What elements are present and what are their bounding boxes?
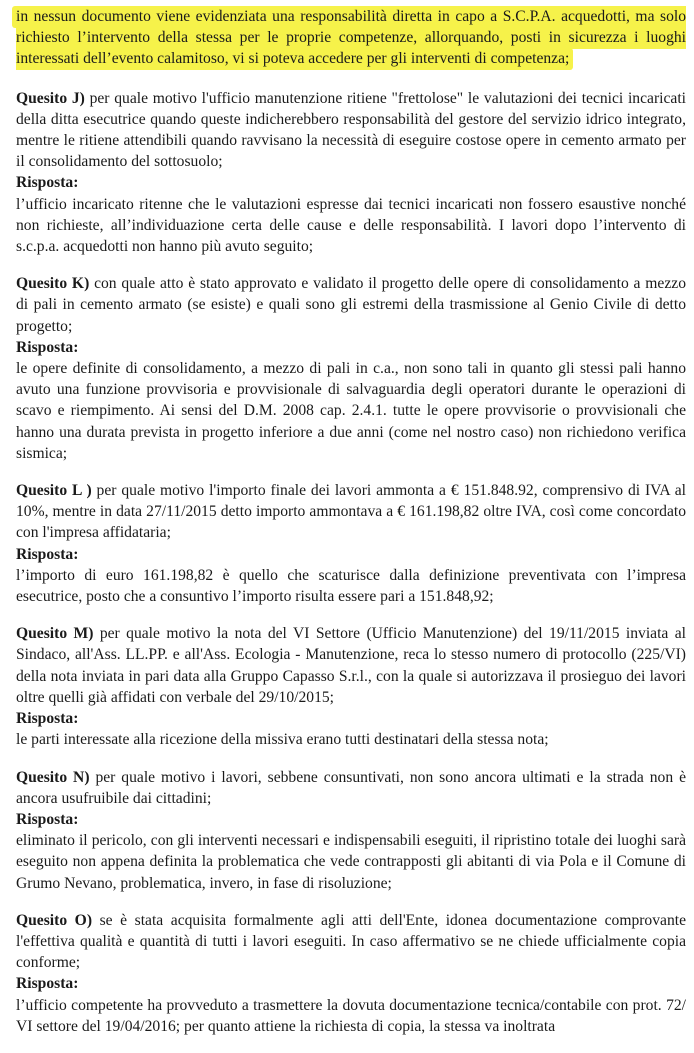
answer-label: Risposta: bbox=[16, 338, 79, 356]
question-label: Quesito N) bbox=[16, 768, 90, 786]
qa-item-j bbox=[16, 88, 686, 258]
answer-text: eliminato il pericolo, con gli interventi necessari e indispensabili eseguiti, il ripristino totale dei luoghi sarà eseguito non appena definita la problematica che vede contrapposti gli abitanti di via Pola e il Comune di Grumo Nevano, problematica, invero, in fase di risoluzione; bbox=[16, 832, 686, 892]
qa-item-m bbox=[16, 623, 686, 750]
answer-label: Risposta: bbox=[16, 810, 79, 828]
question-label: Quesito O) bbox=[16, 911, 93, 929]
answer-text: l’ufficio competente ha provveduto a trasmettere la dovuta documentazione tecnica/contabile con prot. 72/ VI settore del 19/04/2016; per quanto attiene la richiesta di copia, la stessa va inoltrata bbox=[16, 996, 686, 1035]
qa-item-o bbox=[16, 910, 686, 1037]
answer-label: Risposta: bbox=[16, 710, 79, 728]
question-text: se è stata acquisita formalmente agli atti dell'Ente, idonea documentazione comprovante l'effettiva qualità e quantità di tutti i lavori eseguiti. In caso affermativo se ne chiede ufficialmente copia conforme; bbox=[16, 911, 686, 972]
qa-item-n bbox=[16, 767, 686, 894]
question-text: per quale motivo i lavori, sebbene consuntivati, non sono ancora ultimati e la strada non è ancora usufruibile dai cittadini; bbox=[16, 768, 686, 807]
question-text: per quale motivo la nota del VI Settore (Ufficio Manutenzione) del 19/11/2015 inviata al Sindaco, all'Ass. LL.PP. e all'Ass. Ecologia - Manutenzione, reca lo stesso numero di protocollo (225/VI) della nota inviata in pari data alla Gruppo Capasso S.r.l., con la quale si autorizzava il prosieguo dei lavori oltre quelli già affidati con verbale del 29/10/2015; bbox=[16, 625, 686, 706]
question-label: Quesito J) bbox=[16, 89, 85, 107]
qa-item-l bbox=[16, 480, 686, 607]
answer-text: le parti interessate alla ricezione della missiva erano tutti destinatari della stessa nota; bbox=[16, 731, 549, 749]
question-label: Quesito K) bbox=[16, 275, 90, 293]
question-text: per quale motivo l'importo finale dei lavori ammonta a € 151.848.92, comprensivo di IVA al 10%, mentre in data 27/11/2015 detto importo ammontava a € 161.198,82 oltre IVA, così come concordato con l'impresa affidataria; bbox=[16, 482, 686, 542]
question-label: Quesito L ) bbox=[16, 482, 92, 500]
qa-item-k bbox=[16, 273, 686, 464]
question-text: con quale atto è stato approvato e validato il progetto delle opere di consolidamento a mezzo di pali in cemento armato (se esiste) e quali sono gli estremi della trasmissione al Genio Civile di detto progetto; bbox=[16, 275, 686, 335]
answer-label: Risposta: bbox=[16, 975, 79, 993]
question-text: per quale motivo l'ufficio manutenzione ritiene "frettolose" le valutazioni dei tecnici incaricati della ditta esecutrice quando queste indicherebbero responsabilità del gestore del servizio idrico integrato, mentre le ritiene attendibili quando ravvisano la necessità di eseguire costose opere in cemento armato per il consolidamento del sottosuolo; bbox=[16, 89, 686, 171]
answer-text: l’ufficio incaricato ritenne che le valutazioni espresse dai tecnici incaricati non fossero esaustive nonché non richieste, all’individuazione certa delle cause e delle responsabilità. I lavori dopo l’intervento di s.c.p.a. acquedotti non hanno più avuto seguito; bbox=[16, 195, 686, 256]
question-label: Quesito M) bbox=[16, 625, 94, 643]
highlighted-text: in nessun documento viene evidenziata una responsabilità diretta in capo a S.C.P.A. acquedotti, ma solo richiesto l’intervento della stessa per le proprie competenze, allorquando, posti in sicurezza i luoghi interessati dell’evento calamitoso, vi si poteva accedere per gli interventi di competenza; bbox=[12, 6, 686, 70]
answer-label: Risposta: bbox=[16, 545, 79, 563]
answer-text: l’importo di euro 161.198,82 è quello che scaturisce dalla definizione preventivata con l’impresa esecutrice, posto che a consuntivo l’importo risulta essere pari a 151.848,92; bbox=[16, 566, 686, 606]
document-page bbox=[16, 6, 686, 1053]
answer-label: Risposta: bbox=[16, 174, 79, 192]
intro-paragraph bbox=[16, 6, 686, 70]
answer-text: le opere definite di consolidamento, a mezzo di pali in c.a., non sono tali in quanto gli stessi pali hanno avuto una funzione provvisoria e provvisionale di salvaguardia degli operatori durante le operazioni di scavo e riempimento. Ai sensi del D.M. 2008 cap. 2.4.1. tutte le opere provvisorie o provvisionali che hanno una durata prevista in progetto inferiore a due anni (come nel nostro caso) non richiedono verifica sismica; bbox=[16, 360, 686, 462]
